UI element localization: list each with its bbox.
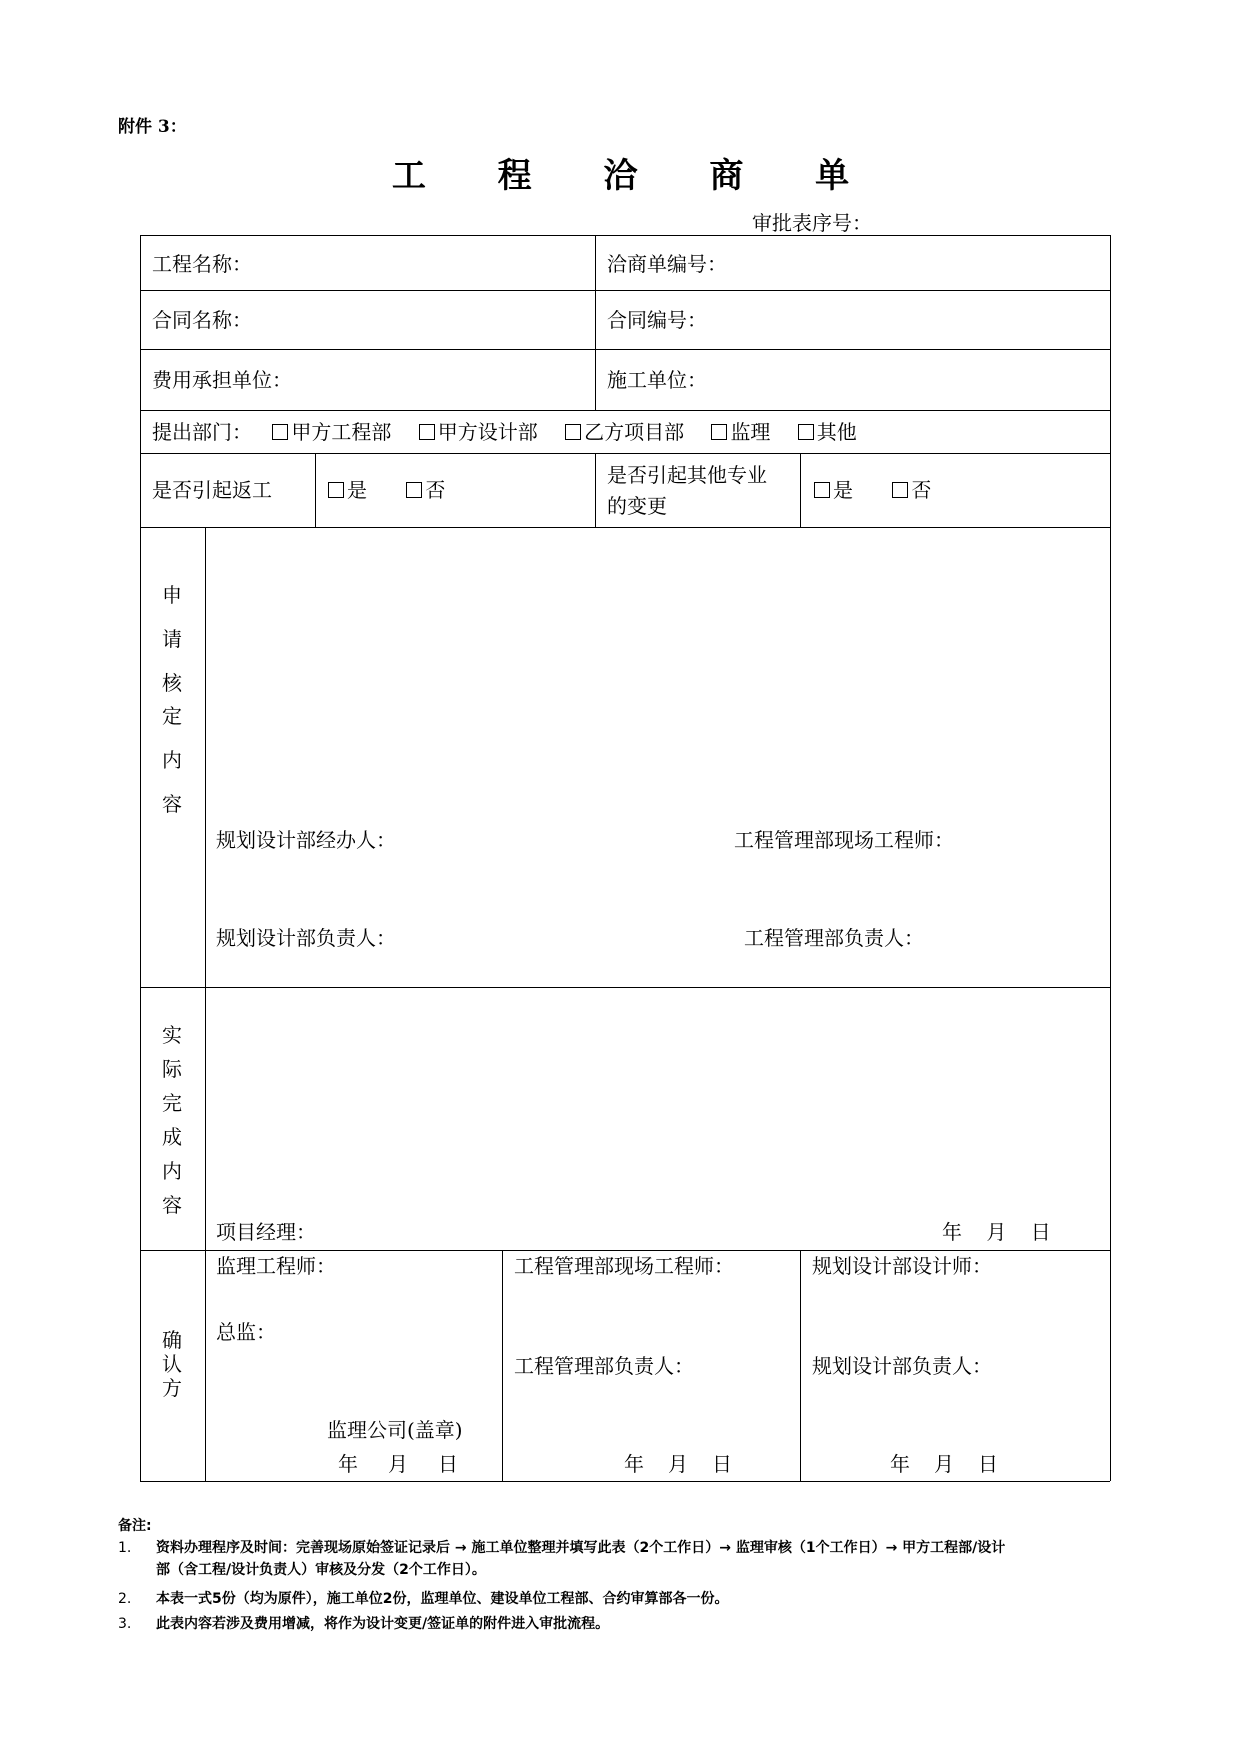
checkbox[interactable] [798, 424, 814, 440]
checkbox[interactable] [711, 424, 727, 440]
confirm-section-label: 确 认 方 [162, 1328, 182, 1400]
contract-no-label: 合同编号： [607, 308, 707, 332]
contract-name-label: 合同名称： [152, 308, 252, 332]
other-change-label-line1: 是否引起其他专业 [607, 463, 767, 487]
dept-option-supervision[interactable]: 监理 [711, 420, 770, 444]
checkbox[interactable] [419, 424, 435, 440]
confirm-mgmt-head-label: 工程管理部负责人： [514, 1354, 694, 1378]
checkbox[interactable] [565, 424, 581, 440]
design-head-label: 规划设计部负责人： [216, 926, 396, 950]
confirm-site-engineer-label: 工程管理部现场工程师： [514, 1254, 734, 1278]
rework-yes-option[interactable]: 是 [328, 478, 367, 502]
confirm-designer-label: 规划设计部设计师： [812, 1254, 992, 1278]
rework-label: 是否引起返工 [152, 478, 272, 502]
project-manager-label: 项目经理： [216, 1220, 316, 1244]
page-title: 工 程 洽 商 单 [391, 156, 880, 196]
negotiation-no-label: 洽商单编号： [607, 252, 727, 276]
dept-option-other[interactable]: 其他 [798, 420, 857, 444]
serial-underline[interactable] [876, 215, 1054, 236]
dept-label: 提出部门： [152, 420, 252, 444]
actual-section-label: 实 际 完 成 内 容 [162, 1023, 182, 1217]
other-yes-option[interactable]: 是 [814, 478, 853, 502]
other-no-option[interactable]: 否 [892, 478, 931, 502]
design-handler-label: 规划设计部经办人： [216, 828, 396, 852]
checkbox[interactable] [272, 424, 288, 440]
actual-date: 年 月 日 [942, 1220, 1051, 1244]
checkbox[interactable] [328, 482, 344, 498]
dept-row [152, 420, 878, 444]
dept-option-b-project[interactable]: 乙方项目部 [565, 420, 684, 444]
dept-option-a-engineering[interactable]: 甲方工程部 [272, 420, 391, 444]
construction-unit-label: 施工单位： [607, 368, 707, 392]
note-item: 2. 本表一式5份（均为原件），施工单位2份，监理单位、建设单位工程部、合约审算部各一份。 [118, 1591, 729, 1607]
checkbox[interactable] [406, 482, 422, 498]
cost-unit-label: 费用承担单位： [152, 368, 292, 392]
rework-options [328, 478, 466, 502]
supervision-date: 年 月 日 [338, 1452, 458, 1476]
supervision-engineer-label: 监理工程师： [216, 1254, 336, 1278]
attachment-label: 附件 3： [118, 117, 187, 137]
checkbox[interactable] [892, 482, 908, 498]
checkbox[interactable] [814, 482, 830, 498]
rework-no-option[interactable]: 否 [406, 478, 445, 502]
design-date: 年 月 日 [890, 1452, 998, 1476]
project-name-label: 工程名称： [152, 252, 252, 276]
other-change-label-line2: 的变更 [607, 494, 667, 518]
other-change-options [814, 478, 952, 502]
note-item: 3. 此表内容若涉及费用增减，将作为设计变更/签证单的附件进入审批流程。 [118, 1616, 610, 1632]
supervision-company-seal: 监理公司(盖章) [327, 1418, 463, 1442]
site-engineer-label: 工程管理部现场工程师： [734, 828, 954, 852]
apply-section-label: 申 请 核 定 内 容 [162, 583, 182, 816]
serial-label: 审批表序号： [752, 211, 872, 235]
notes-heading: 备注: [118, 1518, 152, 1534]
note-item: 1. 资料办理程序及时间：完善现场原始签证记录后 → 施工单位整理并填写此表（2个工作日）→ 监理审核（1个工作日）→ 甲方工程部/设计 部（含工程/设计负责人）审核及分发（2个工作日）。 [118, 1540, 1006, 1578]
mgmt-head-label: 工程管理部负责人： [744, 926, 924, 950]
dept-option-a-design[interactable]: 甲方设计部 [419, 420, 538, 444]
chief-supervisor-label: 总监： [216, 1320, 276, 1344]
serial-number-field [752, 207, 1054, 236]
mgmt-date: 年 月 日 [624, 1452, 732, 1476]
confirm-design-head-label: 规划设计部负责人： [812, 1354, 992, 1378]
